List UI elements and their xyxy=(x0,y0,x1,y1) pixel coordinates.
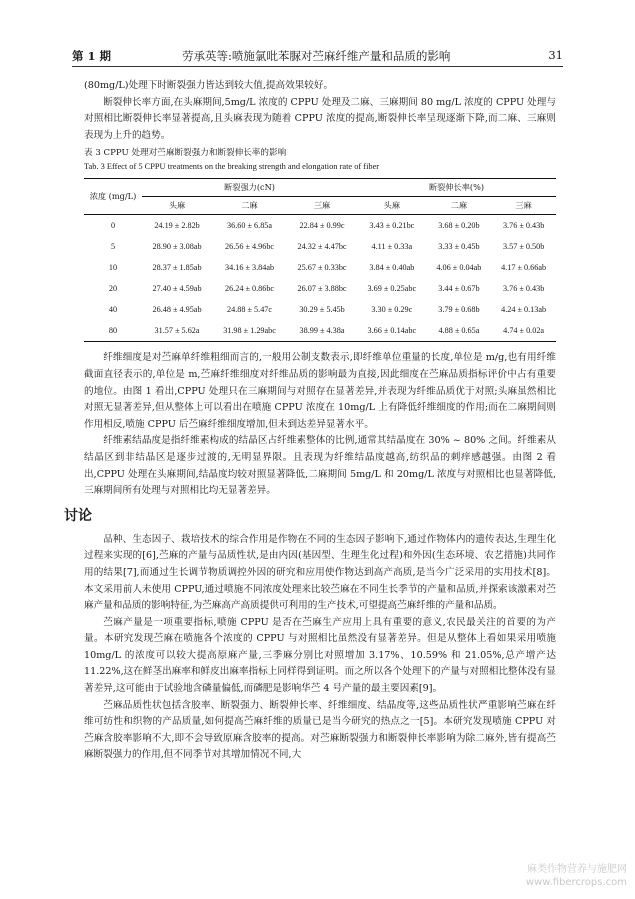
table-cell: 4.06 ± 0.04ab xyxy=(436,263,482,273)
table-cell: 3.76 ± 0.43b xyxy=(502,221,545,231)
table-cell: 36.60 ± 6.85a xyxy=(227,221,273,231)
table-cell: 4.24 ± 0.13ab xyxy=(501,305,547,315)
table-cell: 27.40 ± 4.59ab xyxy=(152,284,202,294)
table-cell: 0 xyxy=(110,221,116,231)
paragraph: 品种、生态因子、栽培技术的综合作用是作物在不同的生态因子影响下,通过作物体内的遗传表达,生理生化过程来实现的[6],苎麻的产量与品质性状,是由内因(基因型、生理生化过程)和外因(生态环境、农艺措施)共同作用的结果[7],而通过生长调节物质调控外因的研究和应用使作物达到高产高质,是当今广泛采用的实用技术[8]。本文采用前人未使用 CPPU,通过喷施不同浓度处理来比较苎麻在不同生长季节的产量和品质,并探索该激素对苎麻产量和品质的影响特征,为苎麻高产高质提供可利用的生产技术,可望提高苎麻纤维的产量和品质。 xyxy=(84,533,556,612)
table-row xyxy=(84,278,556,299)
table-cell: 26.56 ± 4.96bc xyxy=(225,242,275,252)
table-cell: 4.88 ± 0.65a xyxy=(427,320,492,342)
table-cell: 34.16 ± 3.84ab xyxy=(225,263,275,273)
col-header: 头麻 xyxy=(357,197,426,215)
table-caption-en: Tab. 3 Effect of 5 CPPU treatments on the breaking strength and elongation rate of fiber xyxy=(84,162,380,172)
table-cell: 38.99 ± 4.38a xyxy=(287,320,357,342)
issue-number: 第 1 期 xyxy=(72,49,112,63)
paragraph: (80mg/L)处理下时断裂强力皆达到较大值,提高效果较好。 xyxy=(84,80,334,91)
table-cell: 26.07 ± 3.88bc xyxy=(297,284,347,294)
table-cell: 26.24 ± 0.86bc xyxy=(225,284,275,294)
data-table xyxy=(84,178,556,342)
table-cell: 80 xyxy=(84,320,142,342)
col-header: 三麻 xyxy=(491,197,556,215)
table-caption-cn: 表 3 CPPU 处理对苎麻断裂强力和断裂伸长率的影响 xyxy=(84,148,287,159)
table-cell: 3.66 ± 0.14abc xyxy=(357,320,426,342)
table-cell: 5 xyxy=(110,242,116,252)
table-cell: 10 xyxy=(108,263,118,273)
table-cell: 24.32 ± 4.47bc xyxy=(297,242,347,252)
table-cell: 3.68 ± 0.20b xyxy=(438,221,480,231)
table-cell: 3.79 ± 0.68b xyxy=(438,305,480,315)
table-cell: 4.11 ± 0.33a xyxy=(371,242,413,252)
paragraph: 纤维细度是对苎麻单纤维粗细而言的,一般用公制支数表示,即纤维单位重量的长度,单位是 m/g,也有用纤维截面直径表示的,单位是 m,苎麻纤维细度对纤维品质的影响最为直接,因此细度在苎麻品质指标评价中占有重要的地位。由图 1 看出,CPPU 处理只在三麻期间与对照存在显著差异,并表现为纤维品质优于对照;头麻虽然相比对照无显著差异,但从整体上可以看出在喷施 CPPU 浓度在 10mg/L 上有降低纤维细度的作用;而在二麻期间则作用相反,喷施 CPPU 后苎麻纤维细度增加,但未到达差异显著水平。 xyxy=(84,352,556,430)
col-header: 三麻 xyxy=(287,197,357,215)
table-cell: 31.57 ± 5.62a xyxy=(142,320,212,342)
paragraph: 苎麻产量是一项重要指标,喷施 CPPU 是否在苎麻生产应用上具有重要的意义,农民最关注的首要的为产量。本研究发现苎麻在喷施各个浓度的 CPPU 与对照相比虽然没有显著差异。但是从整体上看如果采用喷施 10mg/L 的浓度可以较大提高原麻产量,三季麻分别比对照增加 3.17%、10.59% 和 21.05%,总产增产达 11.22%,这在鲜茎出麻率和鲜皮出麻率指标上同样得到证明。而之所以各个处理下的产量与对照相比整体没有显著差异,这可能由于试验地含磷量偏低,而磷肥是影响华苎 4 号产量的最主要因素[9]。 xyxy=(84,616,556,695)
watermark xyxy=(526,863,627,889)
paragraph: 苎麻品质性状包括含胶率、断裂强力、断裂伸长率、纤维细度、结晶度等,这些品质性状严重影响苎麻在纤维可纺性和织物的产品质量,如何提高苎麻纤维的质量已是当今研究的热点之一[5]。本研究发现喷施 CPPU 对苎麻含胶率影响不大,即不会导致原麻含胶率的提高。对苎麻断裂强力和断裂伸长率影响为除二麻外,皆有提高苎麻断裂强力的作用,但不同季节对其增加情况不同,大 xyxy=(84,699,556,761)
table-cell: 25.67 ± 0.33bc xyxy=(297,263,347,273)
paragraph: 纤维素结晶度是指纤维素构成的结晶区占纤维素整体的比例,通常其结晶度在 30% ~ 80% 之间。纤维素从结晶区到非结晶区是逐步过渡的,无明显界限。且表现为纤维结晶度越高,纺织品的刺痒感越强。由图 2 看出,CPPU 处理在头麻期间,结晶度均较对照显著降低,二麻期间 5mg/L 和 20mg/L 浓度与对照相比也显著降低,三麻期间所有处理与对照相比均无显著差异。 xyxy=(84,435,556,497)
table-cell: 24.88 ± 5.47c xyxy=(227,305,273,315)
col-group-elongation-rate: 断裂伸长率(%) xyxy=(357,179,556,197)
table-cell: 20 xyxy=(108,284,118,294)
page-number: 31 xyxy=(548,48,563,62)
table-cell: 3.76 ± 0.43b xyxy=(502,284,545,294)
table-row xyxy=(84,299,556,320)
col-header: 二麻 xyxy=(427,197,492,215)
col-header-concentration: 浓度 (mg/L) xyxy=(84,179,142,215)
table-cell: 31.98 ± 1.29abc xyxy=(212,320,287,342)
table-cell: 22.84 ± 0.99c xyxy=(299,221,345,231)
table-cell: 3.30 ± 0.29c xyxy=(371,305,413,315)
table-cell: 3.44 ± 0.67b xyxy=(438,284,480,294)
table-cell: 3.84 ± 0.40ab xyxy=(369,263,415,273)
table-cell: 4.74 ± 0.02a xyxy=(491,320,556,342)
watermark-line: 麻类作物营养与施肥网 xyxy=(527,864,627,875)
table-cell: 24.19 ± 2.82b xyxy=(154,221,200,231)
watermark-url: www.fibercrops.com xyxy=(525,877,627,888)
table-cell: 30.29 ± 5.45b xyxy=(299,305,345,315)
table-cell: 4.17 ± 0.66ab xyxy=(501,263,547,273)
table-row xyxy=(84,215,556,237)
col-header: 二麻 xyxy=(212,197,287,215)
table-cell: 26.48 ± 4.95ab xyxy=(152,305,202,315)
running-header xyxy=(72,46,563,67)
table-row xyxy=(84,236,556,257)
col-header: 头麻 xyxy=(142,197,212,215)
paragraph: 断裂伸长率方面,在头麻期间,5mg/L 浓度的 CPPU 处理及二麻、三麻期间 80 mg/L 浓度的 CPPU 处理与对照相比断裂伸长率显著提高,且头麻表现为随着 CPPU 浓度的提高,断裂伸长率呈现逐渐下降,而二麻、三麻则表现为上升的趋势。 xyxy=(84,96,556,141)
running-title: 劳承英等:喷施氯吡苯脲对苎麻纤维产量和品质的影响 xyxy=(182,49,451,63)
table-cell: 28.90 ± 3.08ab xyxy=(152,242,202,252)
table-cell: 3.43 ± 0.21bc xyxy=(369,221,415,231)
table-row xyxy=(84,320,556,342)
col-group-breaking-strength: 断裂强力(cN) xyxy=(142,179,357,197)
table-row xyxy=(84,257,556,278)
table-cell: 3.69 ± 0.25abc xyxy=(367,284,417,294)
table-cell: 3.57 ± 0.50b xyxy=(502,242,545,252)
table-cell: 40 xyxy=(108,305,118,315)
table-cell: 28.37 ± 1.85ab xyxy=(152,263,202,273)
table-cell: 3.33 ± 0.45b xyxy=(438,242,480,252)
body-text xyxy=(64,78,556,764)
section-heading-discussion: 讨论 xyxy=(64,507,92,524)
